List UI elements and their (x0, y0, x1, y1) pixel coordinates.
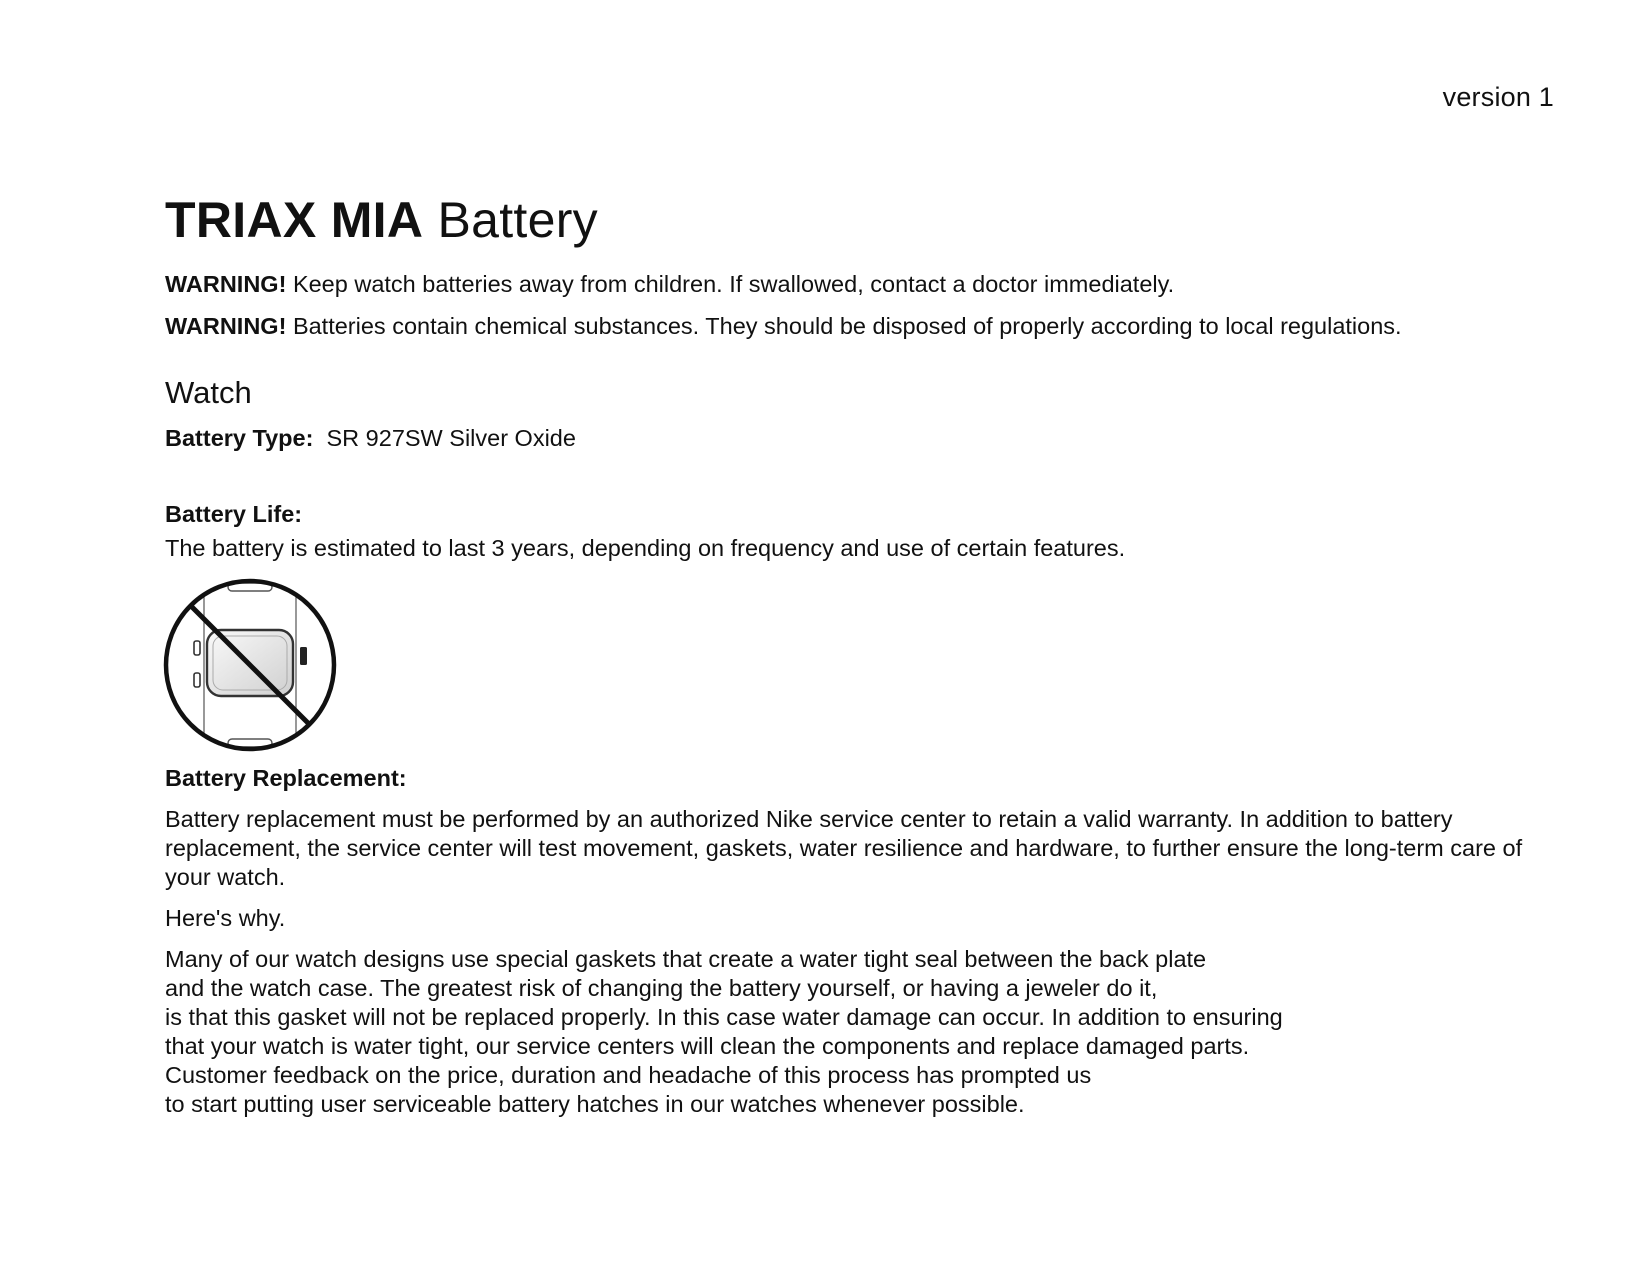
warning-text: Batteries contain chemical substances. They should be disposed of properly according to local regulations. (292, 313, 1402, 339)
heres-why: Here's why. (165, 905, 286, 931)
detail-line: Many of our watch designs use special gaskets that create a water tight seal between the back plate (165, 946, 1207, 972)
detail-line: that your watch is water tight, our service centers will clean the components and replace damaged parts. (165, 1033, 1250, 1059)
battery-replacement-label: Battery Replacement: (165, 765, 407, 791)
warning-disposal (165, 311, 1525, 341)
page-title (165, 190, 1525, 250)
warning-text: Keep watch batteries away from children. If swallowed, contact a doctor immediately. (292, 271, 1175, 297)
detail-line: is that this gasket will not be replaced properly. In this case water damage can occur. In addition to ensuring (165, 1004, 1283, 1030)
detail-line: and the watch case. The greatest risk of changing the battery yourself, or having a jeweler do it, (165, 975, 1158, 1001)
battery-type-value: SR 927SW Silver Oxide (326, 425, 576, 451)
document-body (165, 190, 1525, 1119)
detail-line: Customer feedback on the price, duration and headache of this process has prompted us (165, 1062, 1092, 1088)
section-heading-watch: Watch (165, 375, 252, 410)
battery-type-label: Battery Type: (165, 425, 314, 451)
version-label: version 1 (1442, 82, 1554, 112)
detail-line: to start putting user serviceable battery hatches in our watches whenever possible. (165, 1091, 1025, 1117)
title-model: TRIAX MIA (165, 192, 424, 248)
battery-life-text: The battery is estimated to last 3 years, depending on frequency and use of certain features. (165, 535, 1126, 561)
replacement-details (165, 945, 1525, 1119)
replacement-paragraph: Battery replacement must be performed by an authorized Nike service center to retain a valid warranty. In addition to battery replacement, the service center will test movement, gaskets, water resilience and hardware, to further ensure the long-term care of your watch. (165, 806, 1523, 890)
battery-type-row (165, 423, 1525, 453)
warning-label: WARNING! (165, 271, 287, 297)
title-suffix: Battery (437, 192, 598, 248)
warning-label: WARNING! (165, 313, 287, 339)
no-open-watch-icon (160, 575, 340, 755)
battery-life-label: Battery Life: (165, 501, 303, 527)
warning-children (165, 269, 1525, 299)
